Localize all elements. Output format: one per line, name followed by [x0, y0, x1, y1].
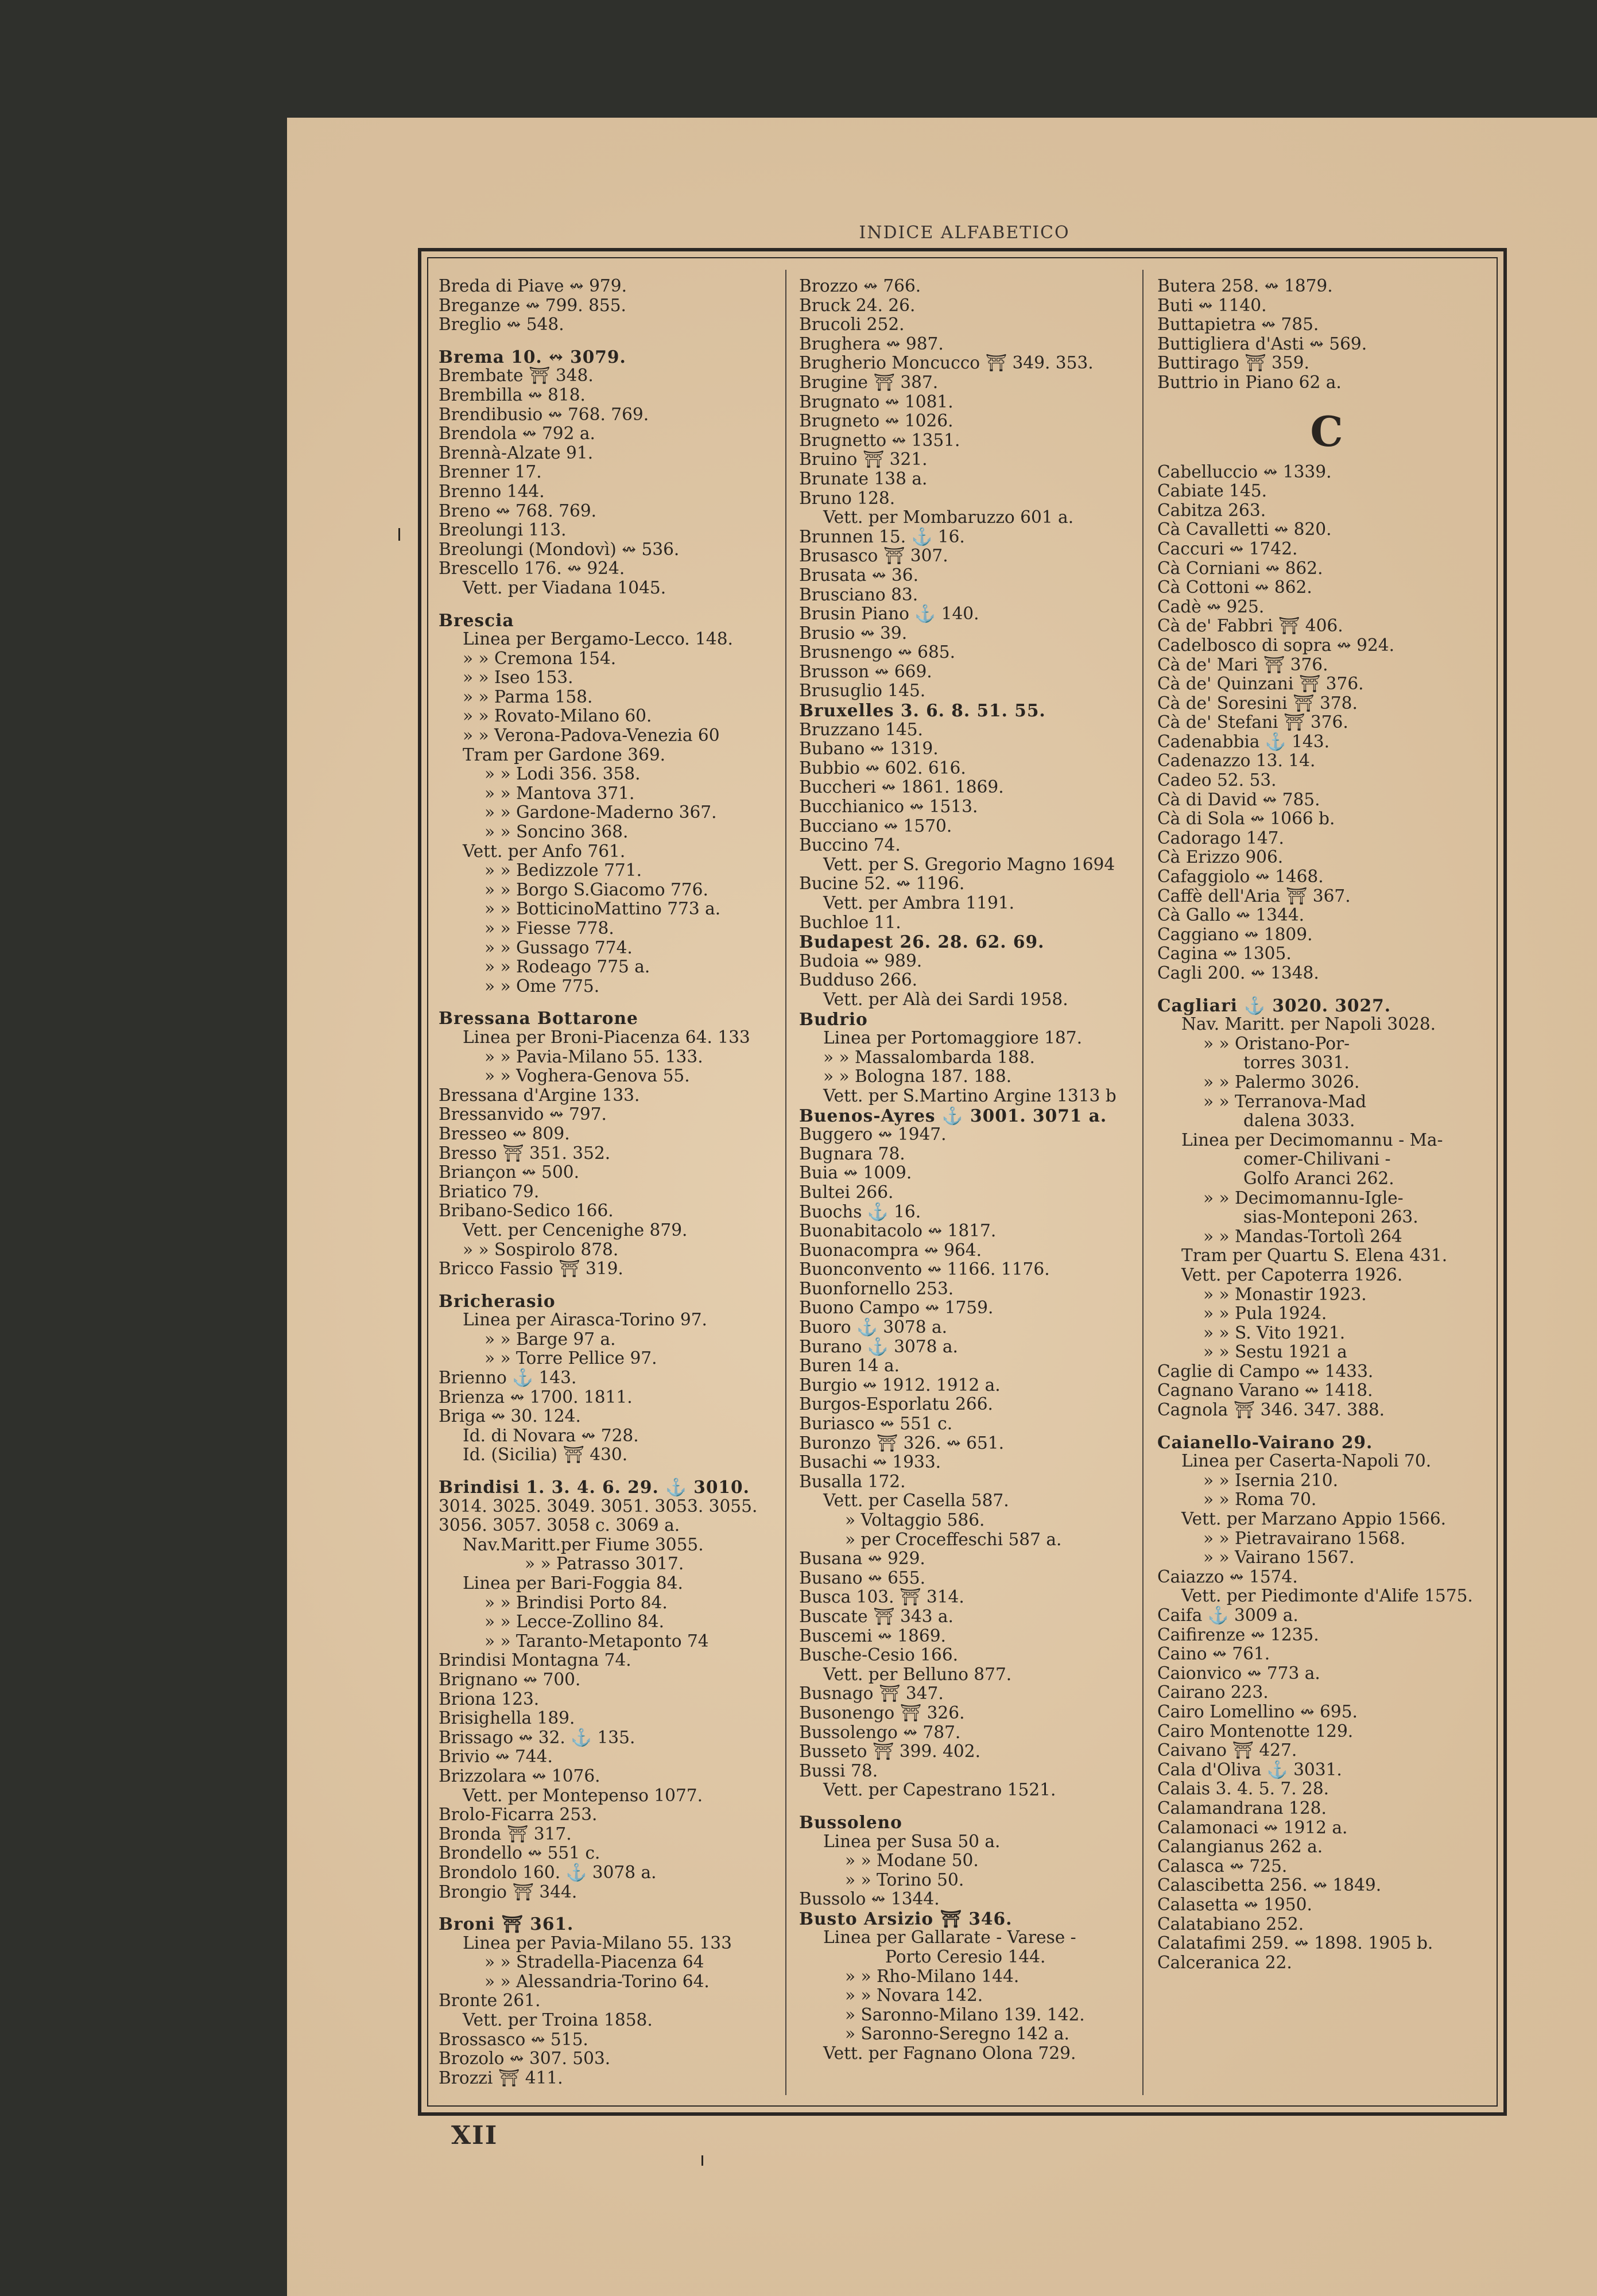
index-entry: » » Torre Pellice 97. — [484, 1348, 657, 1368]
index-entry: Vett. per Viadana 1045. — [463, 577, 666, 598]
index-entry: Briona 123. — [439, 1689, 540, 1709]
index-entry: Bussi 78. — [799, 1760, 878, 1781]
index-entry: Linea per Pavia-Milano 55. 133 — [463, 1933, 732, 1953]
index-entry: Brennà-Alzate 91. — [439, 443, 594, 463]
index-entry: Cadelbosco di sopra ↭ 924. — [1157, 635, 1395, 655]
index-entry: Buono Campo ↭ 1759. — [799, 1298, 994, 1318]
section-letter: C — [1310, 406, 1343, 456]
index-entry: Burgio ↭ 1912. 1912 a. — [799, 1375, 1001, 1395]
index-entry: Vett. per Cencenighe 879. — [463, 1220, 688, 1240]
index-entry: Calamonaci ↭ 1912 a. — [1157, 1817, 1348, 1837]
index-entry: Cadenazzo 13. 14. — [1157, 751, 1316, 771]
index-entry: » » S. Vito 1921. — [1203, 1322, 1346, 1343]
index-entry: Calasetta ↭ 1950. — [1157, 1894, 1312, 1914]
index-entry: Buoro ⚓ 3078 a. — [799, 1317, 948, 1337]
index-entry: » » Gardone-Maderno 367. — [484, 802, 717, 823]
index-heading: Budrio — [799, 1009, 868, 1029]
index-entry: » » Borgo S.Giacomo 776. — [484, 879, 708, 899]
index-entry: Buttrio in Piano 62 a. — [1157, 372, 1342, 392]
index-entry: Brozolo ↭ 307. 503. — [439, 2049, 611, 2069]
index-entry: Cadè ↭ 925. — [1157, 596, 1265, 616]
index-entry: Cà Cottoni ↭ 862. — [1157, 577, 1312, 598]
index-entry: Brusin Piano ⚓ 140. — [799, 604, 979, 624]
index-entry: Bucine 52. ↭ 1196. — [799, 874, 965, 894]
index-entry: Brugneto ↭ 1026. — [799, 411, 953, 431]
index-entry: Buriasco ↭ 551 c. — [799, 1414, 953, 1434]
index-heading: Bussoleno — [799, 1812, 902, 1832]
index-entry: » » Sospirolo 878. — [463, 1239, 619, 1259]
index-entry: » » Iseo 153. — [463, 668, 573, 688]
index-entry: torres 3031. — [1243, 1053, 1350, 1073]
index-entry: » » Ome 775. — [484, 976, 600, 996]
index-entry: Bussolo ↭ 1344. — [799, 1889, 940, 1909]
index-entry: Vett. per Capestrano 1521. — [823, 1780, 1056, 1800]
page-header: INDICE ALFABETICO — [859, 223, 1070, 243]
index-entry: Vett. per Montepenso 1077. — [463, 1785, 703, 1805]
index-entry: » » Gussago 774. — [484, 937, 633, 957]
index-entry: Vett. per S.Martino Argine 1313 b — [823, 1085, 1117, 1106]
index-entry: Burgos-Esporlatu 266. — [799, 1394, 993, 1414]
index-entry: Bruno 128. — [799, 488, 896, 508]
index-entry: » » Terranova-Mad — [1203, 1091, 1367, 1111]
index-entry: » » Monastir 1923. — [1203, 1284, 1367, 1304]
index-entry: Cà di Sola ↭ 1066 b. — [1157, 809, 1335, 829]
index-entry: Cairo Lomellino ↭ 695. — [1157, 1701, 1358, 1721]
index-entry: » » Lodi 356. 358. — [484, 764, 641, 784]
index-entry: » » Modane 50. — [845, 1851, 979, 1871]
index-entry: Bressana d'Argine 133. — [439, 1085, 640, 1105]
index-entry: Caggiano ↭ 1809. — [1157, 924, 1313, 944]
index-entry: Bubbio ↭ 602. 616. — [799, 758, 966, 778]
index-entry: Calasca ↭ 725. — [1157, 1856, 1288, 1876]
index-entry: Buccheri ↭ 1861. 1869. — [799, 777, 1004, 797]
index-entry: Briançon ↭ 500. — [439, 1162, 580, 1182]
index-entry: » » Taranto-Metaponto 74 — [484, 1631, 709, 1651]
index-entry: Caiazzo ↭ 1574. — [1157, 1566, 1298, 1587]
index-entry: » » Palermo 3026. — [1203, 1072, 1360, 1092]
index-entry: » » Isernia 210. — [1203, 1470, 1339, 1490]
index-entry: Caifa ⚓ 3009 a. — [1157, 1605, 1298, 1625]
index-entry: Bribano-Sedico 166. — [439, 1201, 614, 1221]
index-entry: Buscate ⛩ 343 a. — [799, 1606, 953, 1626]
index-heading: Buenos-Ayres ⚓ 3001. 3071 a. — [799, 1105, 1107, 1126]
index-entry: Cagnano Varano ↭ 1418. — [1157, 1380, 1373, 1401]
index-entry: » » Voghera-Genova 55. — [484, 1066, 690, 1086]
index-entry: Cà Cavalletti ↭ 820. — [1157, 519, 1332, 540]
index-entry: Bresseo ↭ 809. — [439, 1123, 570, 1143]
spacer — [1157, 983, 1496, 996]
index-entry: Budduso 266. — [799, 970, 918, 990]
index-entry: Cala d'Oliva ⚓ 3031. — [1157, 1759, 1342, 1779]
index-entry: Bruck 24. 26. — [799, 295, 916, 315]
index-entry: Breganze ↭ 799. 855. — [439, 295, 626, 315]
index-entry: Buren 14 a. — [799, 1356, 900, 1376]
index-entry: Linea per Portomaggiore 187. — [823, 1028, 1082, 1048]
index-entry: Brissago ↭ 32. ⚓ 135. — [439, 1727, 635, 1747]
index-heading: Bricherasio — [439, 1290, 556, 1311]
index-entry: Caglie di Campo ↭ 1433. — [1157, 1361, 1374, 1381]
index-entry: Nav.Maritt.per Fiume 3055. — [463, 1534, 704, 1554]
index-entry: » Voltaggio 586. — [845, 1510, 985, 1530]
index-entry: Buccino 74. — [799, 835, 901, 855]
index-entry: Brugnetto ↭ 1351. — [799, 430, 960, 450]
index-entry: Burano ⚓ 3078 a. — [799, 1336, 958, 1356]
index-entry: » » Brindisi Porto 84. — [484, 1592, 668, 1612]
index-heading: Bruxelles 3. 6. 8. 51. 55. — [799, 700, 1046, 721]
index-entry: Buonfornello 253. — [799, 1278, 954, 1298]
index-heading: Busto Arsizio ⛩ 346. — [799, 1908, 1013, 1929]
index-entry: » » Roma 70. — [1203, 1490, 1317, 1510]
index-entry: » » Alessandria-Torino 64. — [484, 1971, 710, 1991]
index-heading: Budapest 26. 28. 62. 69. — [799, 932, 1045, 952]
index-entry: Bussolengo ↭ 787. — [799, 1722, 961, 1742]
index-entry: sias-Monteponi 263. — [1243, 1207, 1418, 1227]
index-entry: Tram per Quartu S. Elena 431. — [1181, 1246, 1448, 1266]
index-entry: » » Barge 97 a. — [484, 1329, 616, 1349]
index-entry: » » Decimomannu-Igle- — [1203, 1188, 1404, 1208]
index-entry: Bricco Fassio ⛩ 319. — [439, 1259, 623, 1279]
index-entry: Cà de' Mari ⛩ 376. — [1157, 654, 1328, 674]
index-entry: Brienza ↭ 1700. 1811. — [439, 1387, 633, 1407]
index-entry: Bucciano ↭ 1570. — [799, 816, 952, 836]
index-entry: Vett. per Alà dei Sardi 1958. — [823, 989, 1068, 1009]
spacer — [439, 996, 777, 1009]
index-entry: » » Rho-Milano 144. — [845, 1966, 1020, 1986]
index-entry: » » Massalombarda 188. — [823, 1047, 1035, 1067]
paper-speck — [701, 2155, 703, 2166]
index-entry: » » Vairano 1567. — [1203, 1548, 1355, 1568]
index-entry: Golfo Aranci 262. — [1243, 1168, 1394, 1188]
index-entry: Busana ↭ 929. — [799, 1549, 925, 1569]
index-entry: Brusio ↭ 39. — [799, 623, 908, 643]
spacer — [439, 1465, 777, 1477]
index-entry: Busonengo ⛩ 326. — [799, 1702, 965, 1723]
index-entry: Calangianus 262 a. — [1157, 1837, 1323, 1857]
index-entry: Cà de' Soresini ⛩ 378. — [1157, 693, 1358, 713]
index-entry: Linea per Susa 50 a. — [823, 1831, 1001, 1851]
index-entry: » » Parma 158. — [463, 687, 593, 707]
index-entry: Brusuglio 145. — [799, 681, 926, 701]
index-entry: Linea per Bari-Foggia 84. — [463, 1573, 683, 1593]
index-entry: Briatico 79. — [439, 1181, 540, 1201]
index-entry: Calceranica 22. — [1157, 1952, 1292, 1972]
index-entry: » » Cremona 154. — [463, 648, 617, 668]
index-entry: » » Stradella-Piacenza 64 — [484, 1952, 704, 1972]
index-entry: Bucchianico ↭ 1513. — [799, 797, 978, 817]
index-entry: Calamandrana 128. — [1157, 1798, 1327, 1818]
index-heading: Brindisi 1. 3. 4. 6. 29. ⚓ 3010. — [439, 1477, 750, 1498]
index-entry: Bruino ⛩ 321. — [799, 449, 928, 470]
index-entry: » » Oristano-Por- — [1203, 1033, 1350, 1053]
index-entry: Brossasco ↭ 515. — [439, 2029, 588, 2049]
index-entry: Brisighella 189. — [439, 1708, 575, 1728]
index-column-2 — [799, 277, 1138, 2064]
index-entry: 3056. 3057. 3058 c. 3069 a. — [439, 1515, 680, 1535]
index-entry: Brugine ⛩ 387. — [799, 372, 939, 392]
index-entry: » » Torino 50. — [845, 1870, 964, 1890]
index-column-1 — [439, 277, 777, 2088]
spacer — [439, 335, 777, 347]
index-heading: Broni ⛩ 361. — [439, 1914, 574, 1934]
index-entry: Vett. per Anfo 761. — [463, 841, 626, 861]
index-entry: » Saronno-Milano 139. 142. — [845, 2004, 1085, 2024]
index-entry: Brusciano 83. — [799, 584, 918, 604]
index-entry: Bugnara 78. — [799, 1143, 905, 1163]
index-entry: » » Patrasso 3017. — [525, 1554, 684, 1574]
spacer — [799, 1800, 1138, 1813]
index-entry: Cabelluccio ↭ 1339. — [1157, 461, 1332, 482]
index-entry: Cà de' Stefani ⛩ 376. — [1157, 712, 1348, 732]
index-entry: » » Sestu 1921 a — [1203, 1342, 1347, 1362]
index-entry: Briga ↭ 30. 124. — [439, 1406, 581, 1426]
index-entry: » » Pietravairano 1568. — [1203, 1528, 1406, 1548]
index-entry: Cabiate 145. — [1157, 481, 1267, 501]
index-entry: Linea per Decimomannu - Ma- — [1181, 1130, 1443, 1150]
index-heading: Bressana Bottarone — [439, 1008, 638, 1029]
index-entry: » » Mantova 371. — [484, 783, 635, 803]
index-entry: Brusnengo ↭ 685. — [799, 642, 956, 662]
index-entry: Brolo-Ficarra 253. — [439, 1805, 598, 1825]
index-entry: Calatafimi 259. ↭ 1898. 1905 b. — [1157, 1933, 1433, 1953]
index-entry: Cà Corniani ↭ 862. — [1157, 558, 1323, 578]
index-entry: Brembilla ↭ 818. — [439, 385, 586, 405]
column-divider — [785, 270, 786, 2095]
index-entry: Busalla 172. — [799, 1471, 906, 1491]
index-entry: Caccuri ↭ 1742. — [1157, 538, 1298, 559]
index-entry: Brembate ⛩ 348. — [439, 366, 594, 386]
index-entry: » » Mandas-Tortolì 264 — [1203, 1226, 1402, 1246]
index-entry: Vett. per Ambra 1191. — [823, 893, 1015, 913]
column-divider — [1142, 270, 1144, 2095]
index-entry: Brignano ↭ 700. — [439, 1669, 581, 1689]
index-entry: Brusson ↭ 669. — [799, 661, 932, 681]
index-entry: Buttirago ⛩ 359. — [1157, 353, 1309, 373]
index-entry: Calascibetta 256. ↭ 1849. — [1157, 1875, 1382, 1895]
index-entry: Linea per Bergamo-Lecco. 148. — [463, 629, 733, 649]
index-entry: Linea per Airasca-Torino 97. — [463, 1310, 707, 1330]
index-entry: Brendibusio ↭ 768. 769. — [439, 404, 649, 424]
index-entry: Brughera ↭ 987. — [799, 333, 944, 354]
index-entry: Brizzolara ↭ 1076. — [439, 1766, 600, 1786]
index-entry: Caionvico ↭ 773 a. — [1157, 1663, 1320, 1683]
index-entry: Brienno ⚓ 143. — [439, 1368, 577, 1388]
index-heading: Cagliari ⚓ 3020. 3027. — [1157, 995, 1391, 1015]
index-entry: Id. di Novara ↭ 728. — [463, 1425, 639, 1445]
index-entry: Porto Ceresio 144. — [885, 1947, 1046, 1967]
index-entry: Vett. per Casella 587. — [823, 1491, 1009, 1511]
index-entry: Buonacompra ↭ 964. — [799, 1240, 982, 1260]
index-entry: Nav. Maritt. per Napoli 3028. — [1181, 1014, 1436, 1034]
index-entry: Caifirenze ↭ 1235. — [1157, 1624, 1319, 1645]
index-entry: Budoia ↭ 989. — [799, 951, 922, 971]
page-number: XII — [451, 2121, 498, 2150]
index-entry: Id. (Sicilia) ⛩ 430. — [463, 1445, 628, 1465]
index-heading: Brescia — [439, 610, 514, 630]
index-entry: Brivio ↭ 744. — [439, 1747, 553, 1767]
index-entry: Buchloe 11. — [799, 912, 901, 932]
index-heading: Caianello-Vairano 29. — [1157, 1432, 1373, 1452]
index-entry: Linea per Caserta-Napoli 70. — [1181, 1451, 1432, 1471]
index-entry: » » Rodeago 775 a. — [484, 957, 650, 977]
index-entry: Brucoli 252. — [799, 315, 905, 335]
index-entry: Butera 258. ↭ 1879. — [1157, 276, 1333, 296]
index-entry: Buochs ⚓ 16. — [799, 1201, 921, 1221]
index-entry: Vett. per Piedimonte d'Alife 1575. — [1181, 1586, 1473, 1606]
index-column-3 — [1157, 277, 1496, 1972]
index-entry: » Saronno-Seregno 142 a. — [845, 2024, 1069, 2044]
index-entry: Brenno 144. — [439, 481, 545, 501]
index-entry: Brondello ↭ 551 c. — [439, 1843, 600, 1863]
index-entry: Brenner 17. — [439, 462, 542, 482]
index-entry: comer-Chilivani - — [1243, 1149, 1391, 1169]
index-entry: Caffè dell'Aria ⛩ 367. — [1157, 886, 1351, 906]
index-entry: » » Bedizzole 771. — [484, 860, 642, 881]
index-entry: » » Novara 142. — [845, 1985, 983, 2006]
index-entry: Cà de' Fabbri ⛩ 406. — [1157, 616, 1343, 636]
index-entry: Breda di Piave ↭ 979. — [439, 276, 627, 296]
index-entry: Buscemi ↭ 1869. — [799, 1626, 946, 1646]
index-entry: Buia ↭ 1009. — [799, 1163, 912, 1183]
spacer — [1157, 1420, 1496, 1433]
index-heading: Brema 10. ↭ 3079. — [439, 346, 626, 367]
index-entry: Cà Gallo ↭ 1344. — [1157, 905, 1305, 925]
index-entry: » » Lecce-Zollino 84. — [484, 1612, 664, 1632]
index-entry: Buttigliera d'Asti ↭ 569. — [1157, 333, 1367, 354]
index-entry: Linea per Gallarate - Varese - — [823, 1927, 1076, 1948]
index-entry: Brondolo 160. ⚓ 3078 a. — [439, 1862, 657, 1882]
spacer — [439, 598, 777, 611]
index-entry: Brindisi Montagna 74. — [439, 1650, 631, 1670]
index-entry: Cadorago 147. — [1157, 828, 1284, 848]
index-entry: Bresso ⛩ 351. 352. — [439, 1143, 611, 1163]
index-entry: Breolungi (Mondovì) ↭ 536. — [439, 539, 680, 559]
index-entry: Brusata ↭ 36. — [799, 565, 918, 585]
spacer — [439, 1279, 777, 1292]
index-entry: Cabitza 263. — [1157, 500, 1266, 520]
index-entry: Cadeo 52. 53. — [1157, 770, 1277, 790]
index-entry: Cafaggiolo ↭ 1468. — [1157, 867, 1324, 887]
index-entry: Busseto ⛩ 399. 402. — [799, 1742, 980, 1762]
index-entry: Vett. per Troina 1858. — [463, 2010, 653, 2030]
index-entry: Vett. per Capoterra 1926. — [1181, 1265, 1403, 1285]
index-entry: Bronte 261. — [439, 1991, 541, 2011]
index-entry: Caino ↭ 761. — [1157, 1644, 1270, 1664]
index-entry: Buti ↭ 1140. — [1157, 295, 1267, 315]
index-entry: Vett. per S. Gregorio Magno 1694 — [823, 854, 1115, 874]
index-entry: Caivano ⛩ 427. — [1157, 1740, 1297, 1760]
index-entry: Vett. per Marzano Appio 1566. — [1181, 1509, 1447, 1529]
index-entry: Cagnola ⛩ 346. 347. 388. — [1157, 1400, 1385, 1420]
index-entry: Vett. per Belluno 877. — [823, 1664, 1012, 1684]
index-entry: Breno ↭ 768. 769. — [439, 501, 597, 521]
index-entry: Bruzzano 145. — [799, 719, 923, 739]
index-entry: Brugnato ↭ 1081. — [799, 391, 953, 412]
index-entry: Bultei 266. — [799, 1182, 894, 1202]
index-entry: Cadenabbia ⚓ 143. — [1157, 731, 1329, 751]
spacer — [439, 1902, 777, 1914]
index-entry: dalena 3033. — [1243, 1111, 1355, 1131]
index-entry: Vett. per Fagnano Olona 729. — [823, 2043, 1076, 2064]
index-entry: Cairo Montenotte 129. — [1157, 1721, 1354, 1741]
index-entry: Cairano 223. — [1157, 1682, 1269, 1702]
index-entry: » » Soncino 368. — [484, 822, 629, 842]
index-entry: Brozzi ⛩ 411. — [439, 2068, 563, 2088]
index-entry: Breglio ↭ 548. — [439, 315, 564, 335]
index-entry: Busnago ⛩ 347. — [799, 1684, 944, 1704]
index-entry: » » Pavia-Milano 55. 133. — [484, 1046, 703, 1066]
index-entry: Cà di David ↭ 785. — [1157, 789, 1320, 809]
index-entry: Vett. per Mombaruzzo 601 a. — [823, 507, 1074, 528]
index-entry: » » Pula 1924. — [1203, 1304, 1327, 1324]
index-entry: Cagli 200. ↭ 1348. — [1157, 963, 1319, 983]
index-entry: Busca 103. ⛩ 314. — [799, 1587, 964, 1607]
index-entry: Brescello 176. ↭ 924. — [439, 559, 625, 579]
index-entry: Brunnen 15. ⚓ 16. — [799, 526, 965, 546]
index-entry: Tram per Gardone 369. — [463, 744, 666, 765]
index-entry: Calatabiano 252. — [1157, 1914, 1304, 1934]
index-entry: » per Croceffeschi 587 a. — [845, 1529, 1062, 1549]
index-entry: » » Bologna 187. 188. — [823, 1066, 1012, 1087]
index-entry: Brunate 138 a. — [799, 468, 928, 488]
index-entry: 3014. 3025. 3049. 3051. 3053. 3055. — [439, 1496, 758, 1516]
index-entry: Cagina ↭ 1305. — [1157, 944, 1292, 964]
index-entry: » » Fiesse 778. — [484, 918, 614, 938]
index-entry: Buonabitacolo ↭ 1817. — [799, 1221, 997, 1241]
index-entry: Brongio ⛩ 344. — [439, 1882, 577, 1902]
index-entry: Buronzo ⛩ 326. ↭ 651. — [799, 1433, 1005, 1453]
index-entry: Bronda ⛩ 317. — [439, 1824, 572, 1844]
index-entry: Cà de' Quinzani ⛩ 376. — [1157, 674, 1364, 694]
index-entry: Brozzo ↭ 766. — [799, 276, 921, 296]
index-entry: Bressanvido ↭ 797. — [439, 1104, 607, 1124]
index-entry: Cà Erizzo 906. — [1157, 847, 1284, 867]
index-entry: Brendola ↭ 792 a. — [439, 424, 595, 444]
index-entry: Breolungi 113. — [439, 520, 567, 540]
index-entry: » » Rovato-Milano 60. — [463, 706, 652, 726]
index-entry: Buonconvento ↭ 1166. 1176. — [799, 1259, 1050, 1279]
index-entry: Buggero ↭ 1947. — [799, 1124, 947, 1145]
index-entry: Bubano ↭ 1319. — [799, 739, 939, 759]
paper-speck — [398, 528, 400, 541]
index-entry: Brusasco ⛩ 307. — [799, 546, 948, 566]
index-entry: » » Verona-Padova-Venezia 60 — [463, 726, 720, 746]
index-entry: Busano ↭ 655. — [799, 1568, 926, 1588]
index-entry: Busachi ↭ 1933. — [799, 1452, 941, 1472]
index-entry: » » BotticinoMattino 773 a. — [484, 899, 721, 919]
index-entry: Linea per Broni-Piacenza 64. 133 — [463, 1027, 750, 1047]
index-entry: Buttapietra ↭ 785. — [1157, 315, 1319, 335]
index-entry: Calais 3. 4. 5. 7. 28. — [1157, 1779, 1329, 1799]
index-entry: Busche-Cesio 166. — [799, 1645, 959, 1665]
index-entry: Brugherio Moncucco ⛩ 349. 353. — [799, 353, 1094, 373]
